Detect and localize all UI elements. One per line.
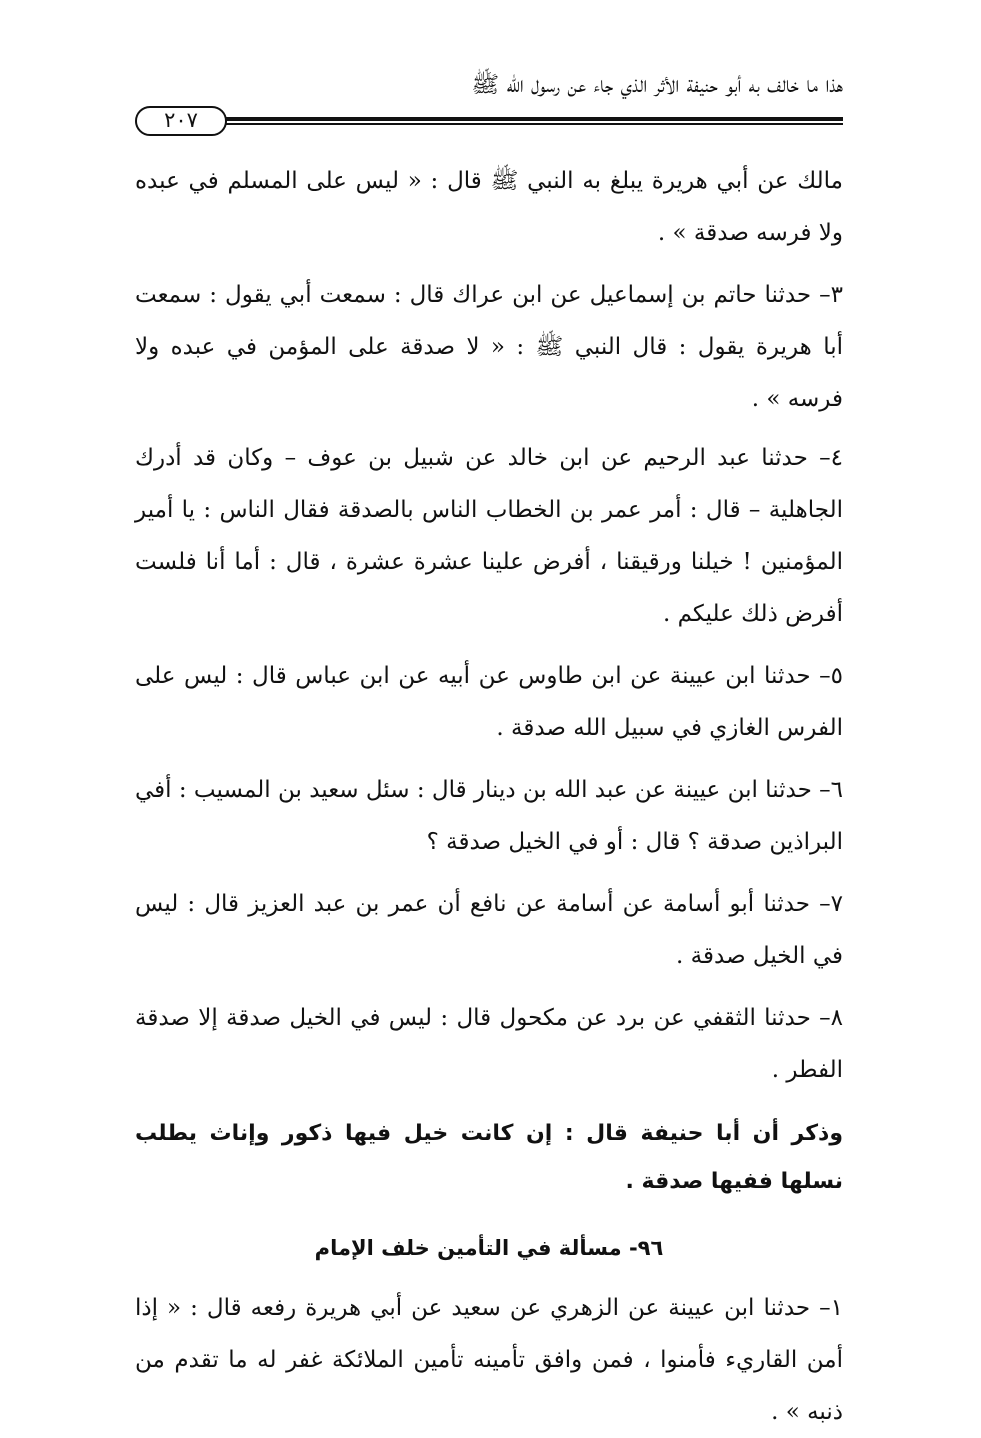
paragraph-hadith-5: ٥– حدثنا ابن عيينة عن ابن طاوس عن أبيه عن ابن عباس قال : ليس على الفرس الغازي في سبيل الله صدقة . (135, 663, 843, 741)
paragraph-hadith-7: ٧– حدثنا أبو أسامة عن أسامة عن نافع أن عمر بن عبد العزيز قال : ليس في الخيل صدقة . (135, 891, 843, 969)
paragraph-section-hadith-1: ١– حدثنا ابن عيينة عن الزهري عن سعيد عن أبي هريرة رفعه قال : « إذا أمن القاريء فأمنوا ، فمن وافق تأمينه تأمين الملائكة غفر له ما تقدم من ذنبه » . (135, 1295, 843, 1425)
paragraph-abu-hanifa-view: وذكر أن أبا حنيفة قال : إن كانت خيل فيها ذكور وإناث يطلب نسلها ففيها صدقة . (135, 1121, 843, 1194)
header-rule-thick (222, 117, 843, 121)
paragraph-hadith-4: ٤– حدثنا عبد الرحيم عن ابن خالد عن شبيل بن عوف – وكان قد أدرك الجاهلية – قال : أمر عمر بن الخطاب الناس بالصدقة فقال الناس : يا أمير المؤمنين ! خيلنا ورقيقنا ، أفرض علينا عشرة عشرة ، قال : أما أنا فلست أفرض ذلك عليكم . (135, 445, 843, 627)
paragraph-hadith-8: ٨– حدثنا الثقفي عن برد عن مكحول قال : ليس في الخيل صدقة إلا صدقة الفطر . (135, 1005, 843, 1083)
paragraph-hadith-6: ٦– حدثنا ابن عيينة عن عبد الله بن دينار قال : سئل سعيد بن المسيب : أفي البراذين صدقة ؟ قال : أو في الخيل صدقة ؟ (135, 777, 843, 855)
paragraph-hadith-3: ٣– حدثنا حاتم بن إسماعيل عن ابن عراك قال : سمعت أبي يقول : سمعت أبا هريرة يقول : قال النبي ﷺ : « لا صدقة على المؤمن في عبده ولا فرسه » . (135, 282, 843, 412)
running-header-title: هذا ما خالف به أبو حنيفة الأثر الذي جاء عن رسول الله ﷺ (471, 72, 843, 98)
paragraph-continuation: مالك عن أبي هريرة يبلغ به النبي ﷺ قال : « ليس على المسلم في عبده ولا فرسه صدقة » . (135, 168, 843, 246)
section-heading: ٩٦- مسألة في التأمين خلف الإمام (314, 1236, 664, 1260)
main-text (135, 155, 843, 1438)
header-rule-thin (222, 123, 843, 125)
page-number: ٢٠٧ (135, 106, 227, 136)
header-rule (222, 117, 843, 125)
